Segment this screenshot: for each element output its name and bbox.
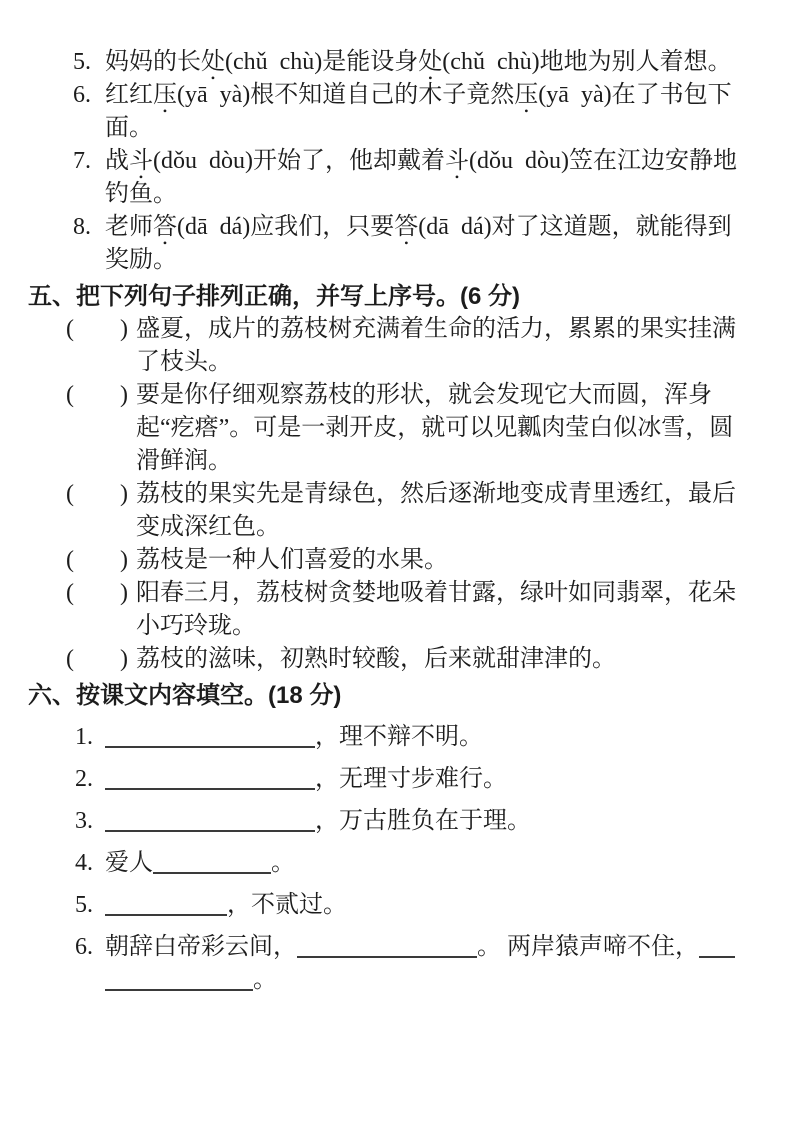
pinyin-choice-list <box>0 46 743 277</box>
text-run: 战 <box>105 148 129 174</box>
question-number: 3. <box>75 808 93 834</box>
bracket-close: ) <box>120 580 128 606</box>
text-run: 。 <box>253 967 277 993</box>
text-run: ，万古胜负在于理。 <box>315 808 531 834</box>
fill-in-blank[interactable] <box>105 892 227 916</box>
emphasis-dot-char: 压 <box>153 82 177 108</box>
sentence-text: 荔枝是一种人们喜爱的水果。 <box>136 547 448 573</box>
fill-in-blank[interactable] <box>105 766 315 790</box>
text-run: 。 两岸猿声啼不住， <box>477 934 699 960</box>
emphasis-dot-char: 答 <box>153 214 177 240</box>
question-text <box>105 889 743 922</box>
bracket-open: ( <box>66 316 74 342</box>
fill-in-blank[interactable] <box>105 808 315 832</box>
fill-in-blank[interactable] <box>105 967 253 991</box>
answer-bracket[interactable] <box>66 577 128 610</box>
answer-bracket[interactable] <box>66 544 128 577</box>
bracket-close: ) <box>120 646 128 672</box>
question-number: 2. <box>75 766 93 792</box>
fill-question-6 <box>75 931 743 997</box>
pinyin-question-8 <box>73 211 743 277</box>
sentence-text: 荔枝的果实先是青绿色，然后逐渐地变成青里透红，最后变成深红色。 <box>136 481 736 540</box>
bracket-close: ) <box>120 547 128 573</box>
ordering-item-1 <box>66 313 743 379</box>
text-run: ，不贰过。 <box>227 892 347 918</box>
question-number: 8. <box>73 214 91 240</box>
sentence-ordering-list <box>0 313 743 676</box>
text-run: ，无理寸步难行。 <box>315 766 507 792</box>
sentence-text: 要是你仔细观察荔枝的形状，就会发现它大而圆，浑身起“疙瘩”。可是一剥开皮，就可以见瓤肉莹白似冰雪，圆滑鲜润。 <box>136 382 734 474</box>
answer-bracket[interactable] <box>66 643 128 676</box>
text-run: 朝辞白帝彩云间， <box>105 934 297 960</box>
text-run: (dā dá)应我们，只要 <box>177 214 395 240</box>
text-run: (chǔ chù)地地为别人着想。 <box>442 49 732 75</box>
text-run: (dā dá)对了这道题，就能得到奖励。 <box>105 214 732 273</box>
text-run: (dǒu dòu)笠在江边安静地钓鱼。 <box>105 148 737 207</box>
question-number: 6. <box>73 82 91 108</box>
text-run: (chǔ chù)是能设身 <box>225 49 419 75</box>
emphasis-dot-char: 压 <box>514 82 539 108</box>
fill-question-2 <box>75 763 743 796</box>
sentence-text: 阳春三月，荔枝树贪婪地吸着甘露，绿叶如同翡翠，花朵小巧玲珑。 <box>136 580 736 639</box>
bracket-close: ) <box>120 316 128 342</box>
sentence-text: 荔枝的滋味，初熟时较酸，后来就甜津津的。 <box>136 646 616 672</box>
pinyin-question-5 <box>73 46 743 79</box>
question-text <box>105 211 743 277</box>
fill-in-blank[interactable] <box>297 934 477 958</box>
question-text <box>105 805 743 838</box>
question-number: 5. <box>73 49 91 75</box>
emphasis-dot-char: 答 <box>394 214 419 240</box>
question-number: 6. <box>75 934 93 960</box>
pinyin-question-6 <box>73 79 743 145</box>
sentence-text: 盛夏，成片的荔枝树充满着生命的活力，累累的果实挂满了枝头。 <box>136 316 736 375</box>
fill-question-1 <box>75 721 743 754</box>
answer-bracket[interactable] <box>66 478 128 511</box>
text-run: ，理不辩不明。 <box>315 724 483 750</box>
question-number: 7. <box>73 148 91 174</box>
emphasis-dot-char: 处 <box>418 49 443 75</box>
question-text <box>105 145 743 211</box>
text-run: 老师 <box>105 214 153 240</box>
question-text <box>105 847 743 880</box>
section-5-heading: 五、把下列句子排列正确，并写上序号。(6 分) <box>28 283 520 310</box>
answer-bracket[interactable] <box>66 313 128 346</box>
question-number: 1. <box>75 724 93 750</box>
question-number: 4. <box>75 850 93 876</box>
text-run: 爱人 <box>105 850 153 876</box>
text-run: (dǒu dòu)开始了，他却戴着 <box>153 148 445 174</box>
text-run: 红红 <box>105 82 153 108</box>
fill-blank-list <box>0 721 743 997</box>
question-number: 5. <box>75 892 93 918</box>
bracket-open: ( <box>66 547 74 573</box>
fill-question-3 <box>75 805 743 838</box>
bracket-open: ( <box>66 382 74 408</box>
fill-in-blank[interactable] <box>699 934 735 958</box>
question-text <box>105 763 743 796</box>
bracket-close: ) <box>120 481 128 507</box>
pinyin-question-7 <box>73 145 743 211</box>
fill-question-4 <box>75 847 743 880</box>
question-text <box>105 721 743 754</box>
ordering-item-3 <box>66 478 743 544</box>
fill-in-blank[interactable] <box>153 850 271 874</box>
ordering-item-2 <box>66 379 743 478</box>
fill-in-blank[interactable] <box>105 724 315 748</box>
ordering-item-4 <box>66 544 743 577</box>
ordering-item-6 <box>66 643 743 676</box>
text-run: 妈妈的长 <box>105 49 201 75</box>
text-run: (yā yà)在了书包下面。 <box>105 82 732 141</box>
section-6-heading: 六、按课文内容填空。(18 分) <box>28 682 342 709</box>
question-text <box>105 46 743 79</box>
bracket-open: ( <box>66 646 74 672</box>
question-text <box>105 79 743 145</box>
ordering-item-5 <box>66 577 743 643</box>
question-text <box>105 931 743 997</box>
answer-bracket[interactable] <box>66 379 128 412</box>
emphasis-dot-char: 斗 <box>444 148 469 174</box>
text-run: 。 <box>271 850 295 876</box>
bracket-open: ( <box>66 481 74 507</box>
bracket-open: ( <box>66 580 74 606</box>
text-run: (yā yà)根不知道自己的木子竟然 <box>177 82 515 108</box>
emphasis-dot-char: 处 <box>201 49 225 75</box>
fill-question-5 <box>75 889 743 922</box>
emphasis-dot-char: 斗 <box>129 148 153 174</box>
bracket-close: ) <box>120 382 128 408</box>
